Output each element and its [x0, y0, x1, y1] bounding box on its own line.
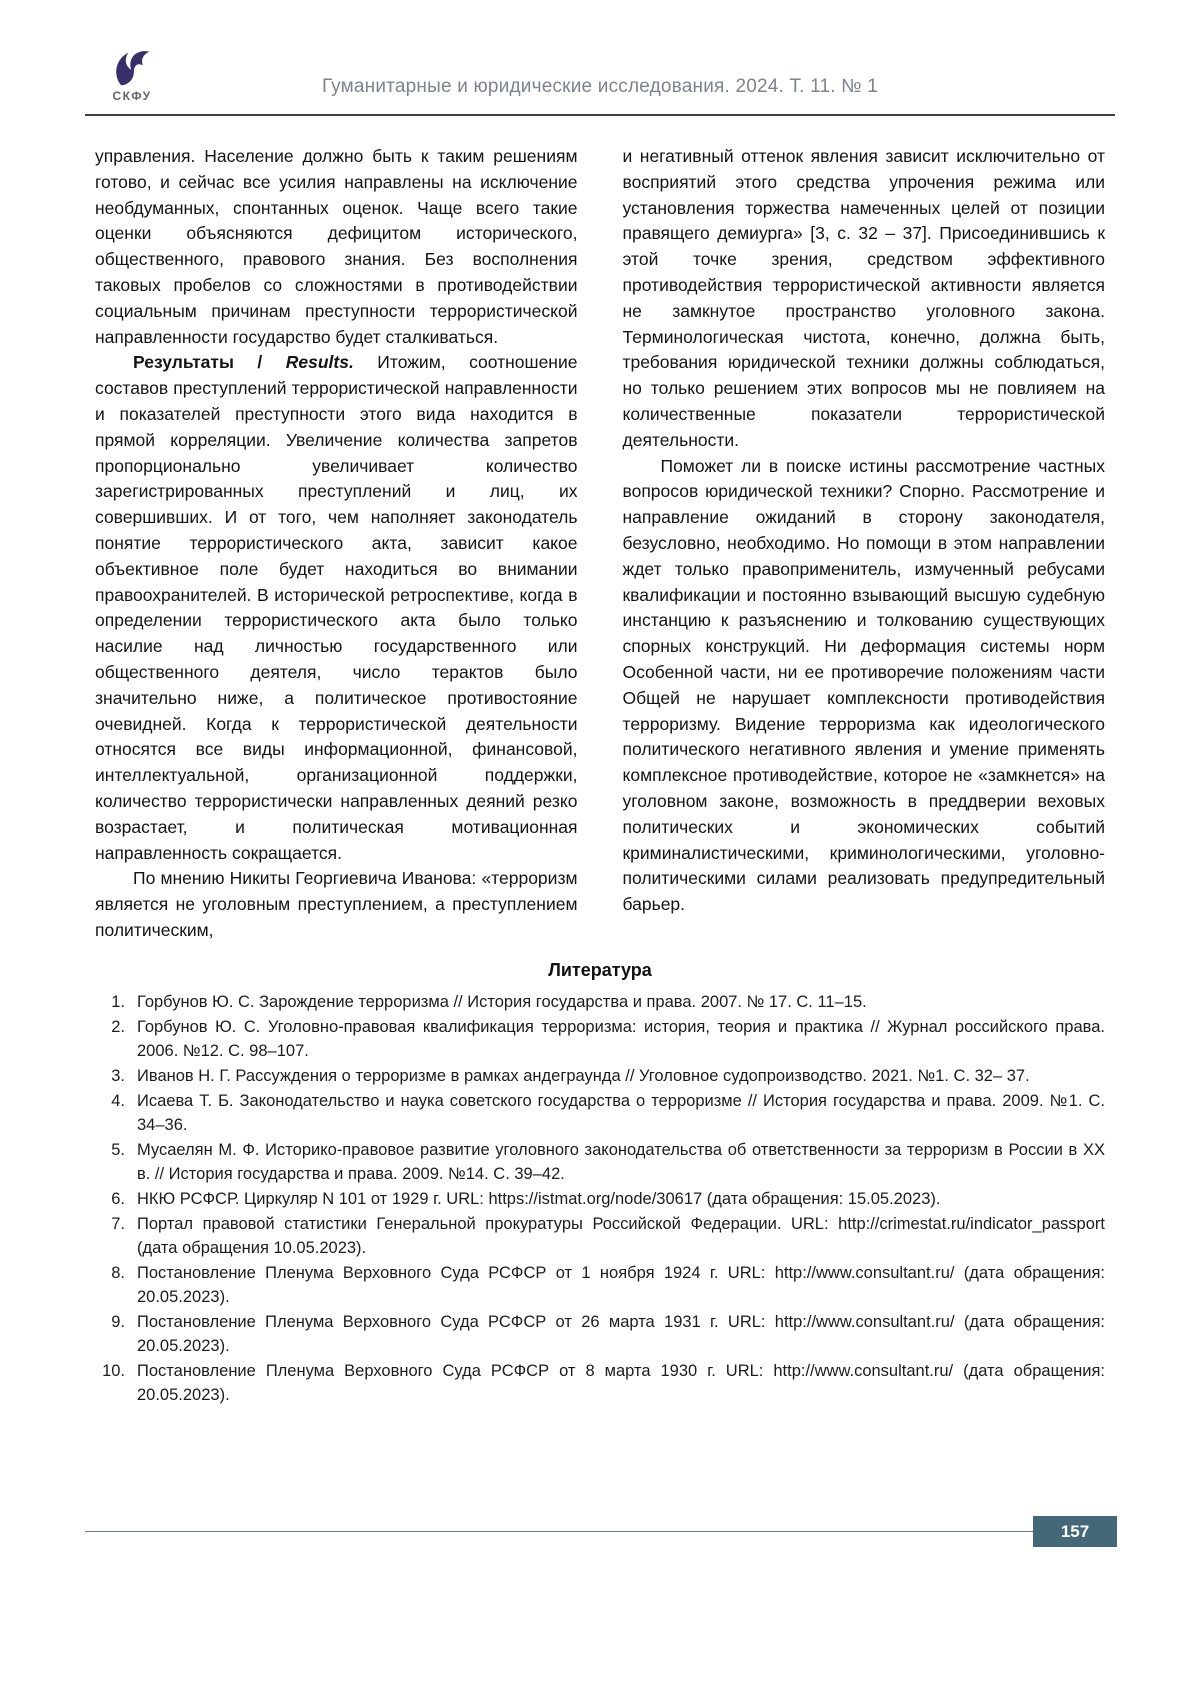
- body-paragraph: Поможет ли в поиске истины рассмотрение частных вопросов юридической техники? Спорно. Рассмотрение и направление ожиданий в сторону законодателя, безусловно, необходимо. Но помощи в этом направлении ждет только правоприменитель, измученный ребусами квалификации и постоянно взывающий высшую судебную инстанцию к разъяснению и толкованию существующих спорных конструкций. Ни деформация системы норм Особенной части, ни ее противоречие положениям части Общей не нарушает комплексности противодействия терроризму. Видение терроризма как идеологического политического негативного явления и умение применять комплексное противодействие, которое не «замкнется» на уголовном законе, возможность в преддверии веховых политических и экономических событий криминалистическими, криминологическими, уголовно-политическими силами реализовать предупредительный барьер.: [622, 455, 1105, 915]
- reference-item: [95, 990, 1105, 1014]
- logo-label: СКФУ: [112, 89, 152, 103]
- reference-text: Горбунов Ю. С. Уголовно-правовая квалификация терроризма: история, теория и практика // Журнал российского права. 2006. №12. С. 98–107.: [137, 1017, 1105, 1060]
- reference-text: Постановление Пленума Верховного Суда РСФСР от 8 марта 1930 г. URL: http://www.consultant.ru/ (дата обращения: 20.05.2023).: [137, 1361, 1105, 1404]
- reference-text: Иванов Н. Г. Рассуждения о терроризме в рамках андеграунда // Уголовное судопроизводство. 2021. №1. С. 32– 37.: [137, 1066, 1030, 1085]
- reference-number: 5.: [111, 1140, 125, 1159]
- reference-item: [95, 1015, 1105, 1063]
- body-paragraph: и негативный оттенок явления зависит исключительно от восприятий этого средства упрочения режима или установления торжества намеченных целей от позиции правящего демиурга» [3, с. 32 – 37]. Присоединившись к этой точке зрения, средством эффективного противодействия террористической активности является не замкнутое пространство уголовного закона. Терминологическая чистота, конечно, должна быть, требования юридической техники должны соблюдаться, но только решением этих вопросов мы не повлияем на количественные показатели террористической деятельности.: [622, 146, 1105, 450]
- results-lead-label-en: Results.: [285, 352, 354, 373]
- reference-item: [95, 1138, 1105, 1186]
- references-section: [85, 960, 1115, 1407]
- reference-number: 4.: [111, 1091, 125, 1110]
- reference-text: Постановление Пленума Верховного Суда РСФСР от 1 ноября 1924 г. URL: http://www.consultant.ru/ (дата обращения: 20.05.2023).: [137, 1263, 1105, 1306]
- results-paragraph: [95, 350, 578, 866]
- results-lead-label: Результаты /: [133, 352, 263, 373]
- body-paragraph: управления. Население должно быть к таким решениям готово, и сейчас все усилия направлены на исключение необдуманных, спонтанных оценок. Чаще всего такие оценки объясняются дефицитом исторического, общественного, правового знания. Без восполнения таковых пробелов со сложностями в противодействии социальным причинам преступности террористической направленности государство будет сталкиваться.: [95, 146, 578, 347]
- reference-item: [95, 1261, 1105, 1309]
- reference-number: 10.: [102, 1361, 125, 1380]
- article-body: [85, 144, 1115, 944]
- page-header: [85, 46, 1115, 114]
- reference-item: [95, 1089, 1105, 1137]
- reference-item: [95, 1310, 1105, 1358]
- reference-number: 3.: [111, 1066, 125, 1085]
- header-divider: [85, 114, 1115, 116]
- reference-text: Исаева Т. Б. Законодательство и наука советского государства о терроризме // История государства и права. 2009. №1. С. 34–36.: [137, 1091, 1105, 1134]
- reference-number: 9.: [111, 1312, 125, 1331]
- reference-item: [95, 1187, 1105, 1211]
- reference-item: [95, 1212, 1105, 1260]
- reference-number: 2.: [111, 1017, 125, 1036]
- reference-text: НКЮ РСФСР. Циркуляр N 101 от 1929 г. URL: https://istmat.org/node/30617 (дата обращения: 15.05.2023).: [137, 1189, 941, 1208]
- reference-text: Портал правовой статистики Генеральной прокуратуры Российской Федерации. URL: http://crimestat.ru/indicator_passport (дата обращения 10.05.2023).: [137, 1214, 1105, 1257]
- right-column: [623, 144, 1106, 944]
- reference-item: [95, 1359, 1105, 1407]
- page-number-badge: 157: [1033, 1516, 1117, 1547]
- reference-number: 8.: [111, 1263, 125, 1282]
- reference-number: 6.: [111, 1189, 125, 1208]
- results-paragraph-text: Итожим, соотношение составов преступлений террористической направленности и показателей преступности этого вида находится в прямой корреляции. Увеличение количества запретов пропорционально увеличивает количество зарегистрированных преступлений и лиц, их совершивших. И от того, чем наполняет законодатель понятие террористического акта, зависит какое объективное поле будет находиться во внимании правоохранителей. В исторической ретроспективе, когда в определении террористического акта было только насилие над личностью государственного или общественного деятеля, число терактов было значительно ниже, а политическое противостояние очевидней. Когда к террористической деятельности относятся все виды информационной, финансовой, интеллектуальной, организационной поддержки, количество террористически направленных деяний резко возрастает, и политическая мотивационная направленность сокращается.: [95, 352, 578, 863]
- left-column: [95, 144, 578, 944]
- reference-item: [95, 1064, 1105, 1088]
- reference-text: Постановление Пленума Верховного Суда РСФСР от 26 марта 1931 г. URL: http://www.consultant.ru/ (дата обращения: 20.05.2023).: [137, 1312, 1105, 1355]
- reference-number: 7.: [111, 1214, 125, 1233]
- reference-text: Мусаелян М. Ф. Историко-правовое развитие уголовного законодательства об ответственности за терроризм в России в XX в. // История государства и права. 2009. №14. С. 39–42.: [137, 1140, 1105, 1183]
- reference-text: Горбунов Ю. С. Зарождение терроризма // История государства и права. 2007. № 17. С. 11–15.: [137, 992, 867, 1011]
- reference-number: 1.: [111, 992, 125, 1011]
- journal-title: Гуманитарные и юридические исследования. 2024. Т. 11. № 1: [321, 76, 879, 97]
- body-paragraph: По мнению Никиты Георгиевича Иванова: «терроризм является не уголовным преступлением, а преступлением политическим,: [95, 868, 578, 940]
- footer-divider: [85, 1531, 1033, 1532]
- references-heading: Литература: [548, 959, 652, 980]
